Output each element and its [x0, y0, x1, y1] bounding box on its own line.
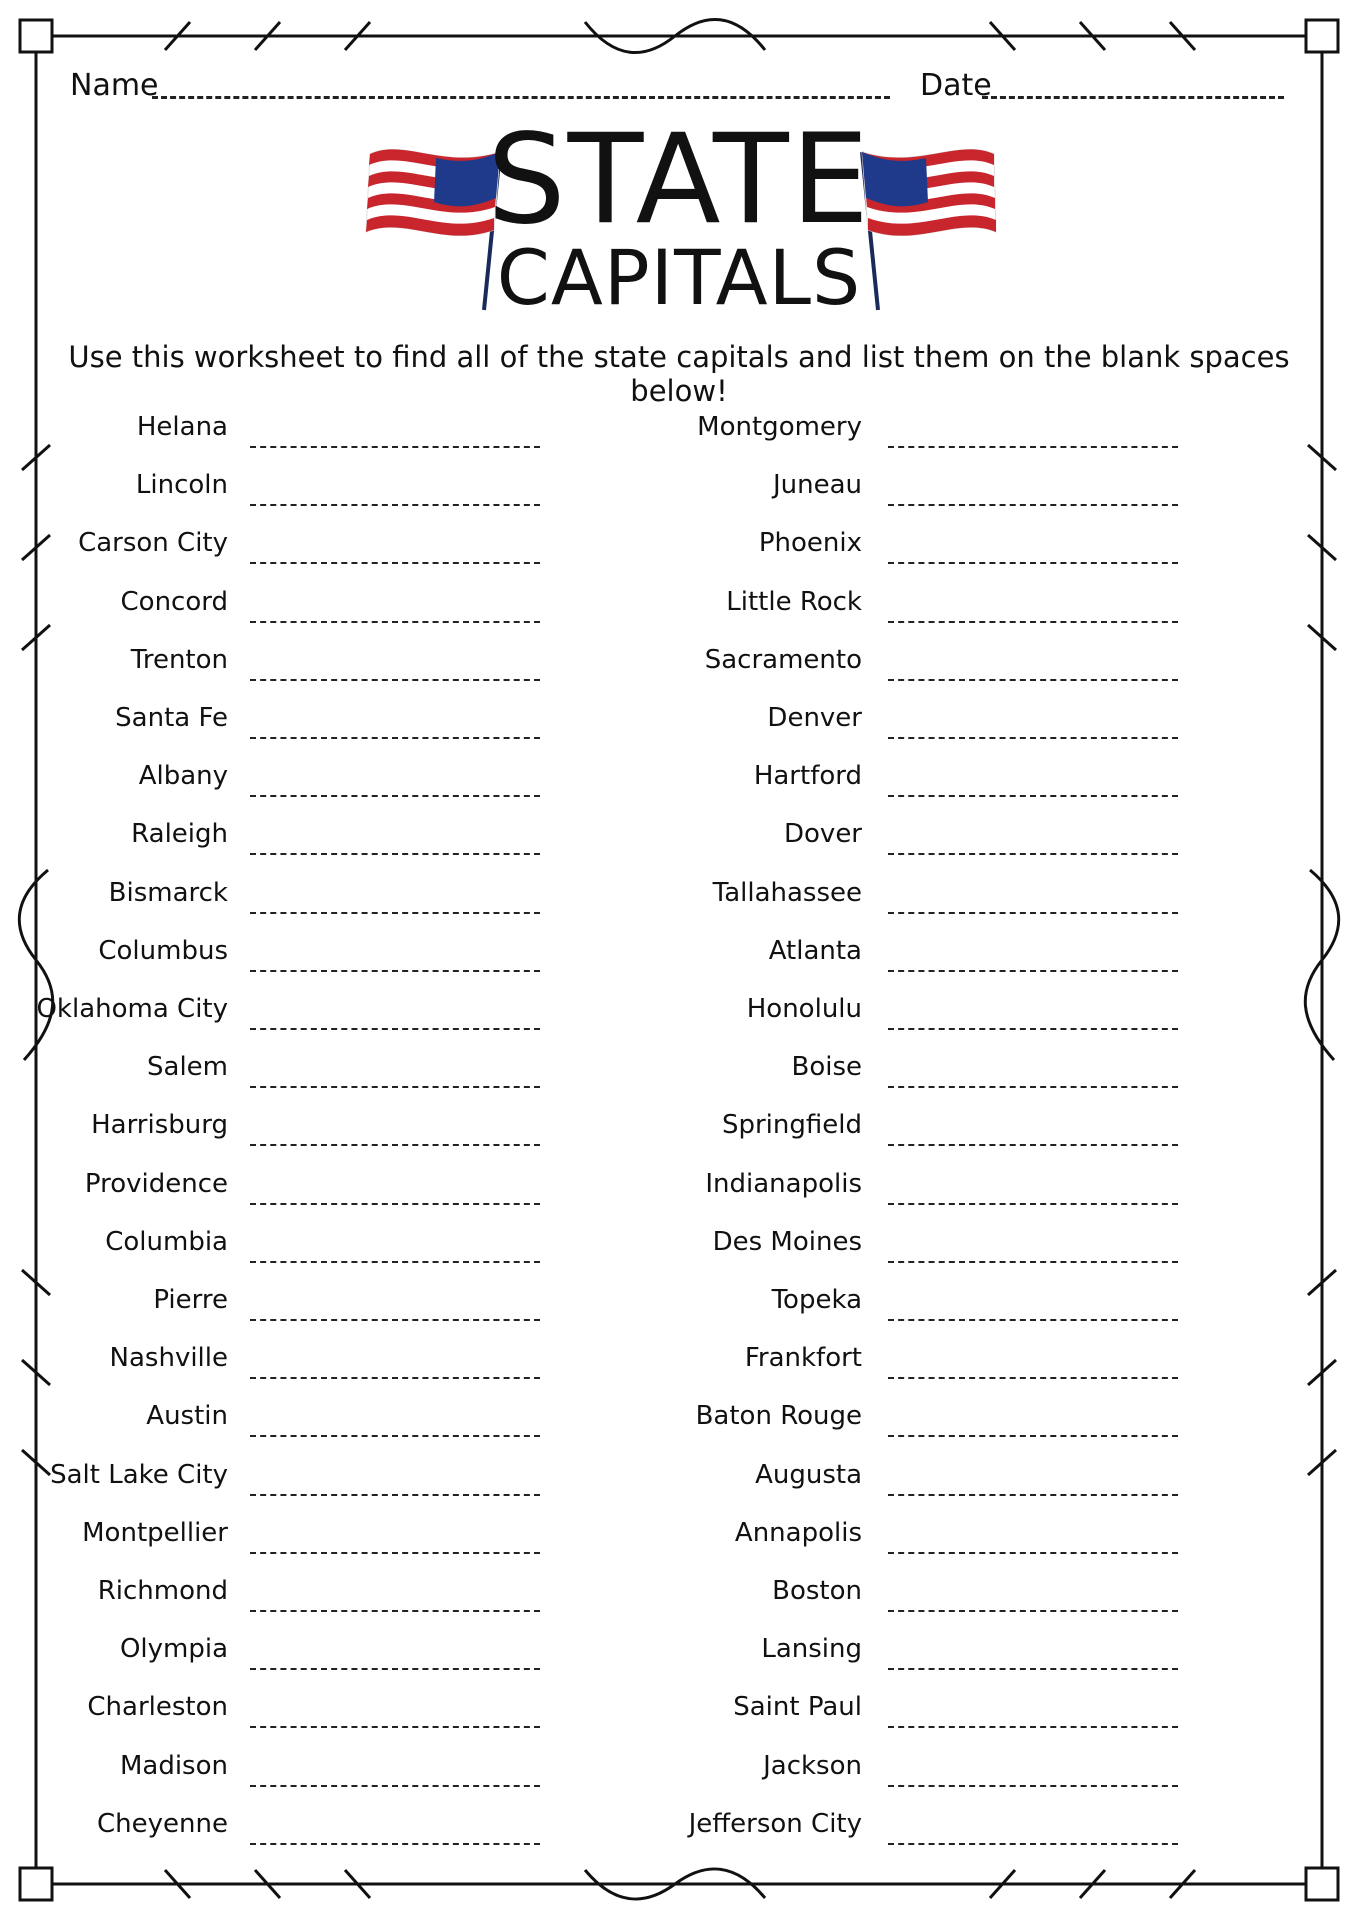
answer-blank[interactable]	[888, 1377, 1178, 1379]
title-state: STATE	[486, 108, 872, 252]
capital-item	[0, 1634, 862, 1674]
capital-item	[0, 761, 862, 801]
answer-blank[interactable]	[888, 1144, 1178, 1146]
capital-name: Charleston	[87, 1692, 228, 1722]
instructions: Use this worksheet to find all of the state capitals and list them on the blank spaces below!	[68, 340, 1290, 408]
answer-blank[interactable]	[888, 1785, 1178, 1787]
capital-name: Boston	[772, 1576, 862, 1606]
capital-name: Pierre	[153, 1285, 228, 1315]
answer-blank[interactable]	[888, 970, 1178, 972]
answer-blank[interactable]	[888, 1843, 1178, 1845]
answer-blank[interactable]	[888, 1494, 1178, 1496]
name-field[interactable]	[152, 96, 890, 99]
date-label: Date	[920, 68, 992, 103]
capital-name: Topeka	[771, 1285, 862, 1315]
capital-item	[0, 936, 862, 976]
capital-item	[0, 1110, 862, 1150]
capital-name: Annapolis	[734, 1518, 862, 1548]
capital-name: Dover	[784, 819, 862, 849]
capital-item	[0, 470, 862, 510]
capital-name: Indianapolis	[705, 1169, 862, 1199]
capital-name: Helana	[136, 412, 228, 442]
capital-name: Columbus	[98, 936, 228, 966]
capital-name: Salt Lake City	[50, 1460, 228, 1490]
capital-name: Santa Fe	[115, 703, 228, 733]
capital-item	[0, 1692, 862, 1732]
answer-blank[interactable]	[888, 1086, 1178, 1088]
capital-name: Atlanta	[768, 936, 862, 966]
answer-blank[interactable]	[888, 737, 1178, 739]
capital-name: Trenton	[130, 645, 228, 675]
answer-blank[interactable]	[888, 1028, 1178, 1030]
answer-blank[interactable]	[888, 1435, 1178, 1437]
capital-item	[0, 1052, 862, 1092]
capital-item	[0, 1343, 862, 1383]
answer-blank[interactable]	[888, 1552, 1178, 1554]
capital-item	[0, 1518, 862, 1558]
capital-name: Sacramento	[704, 645, 862, 675]
capital-name: Frankfort	[744, 1343, 862, 1373]
capital-item	[0, 1285, 862, 1325]
capital-item	[0, 645, 862, 685]
capital-name: Springfield	[721, 1110, 862, 1140]
capital-name: Harrisburg	[91, 1110, 228, 1140]
capital-item	[0, 703, 862, 743]
capital-name: Lansing	[761, 1634, 862, 1664]
capital-name: Nashville	[109, 1343, 228, 1373]
capital-name: Columbia	[105, 1227, 228, 1257]
capital-name: Baton Rouge	[695, 1401, 862, 1431]
capital-name: Salem	[147, 1052, 228, 1082]
capital-name: Montgomery	[697, 412, 862, 442]
capital-name: Boise	[791, 1052, 862, 1082]
capital-name: Saint Paul	[733, 1692, 862, 1722]
capital-name: Raleigh	[131, 819, 228, 849]
capital-name: Montpellier	[82, 1518, 228, 1548]
answer-blank[interactable]	[888, 1203, 1178, 1205]
answer-blank[interactable]	[888, 562, 1178, 564]
capital-item	[0, 412, 862, 452]
date-field[interactable]	[982, 96, 1284, 99]
capital-name: Lincoln	[135, 470, 228, 500]
title-capitals: CAPITALS	[496, 233, 862, 322]
capital-name: Augusta	[755, 1460, 862, 1490]
answer-blank[interactable]	[888, 1610, 1178, 1612]
capital-name: Denver	[767, 703, 862, 733]
capital-name: Olympia	[119, 1634, 228, 1664]
answer-blank[interactable]	[888, 1319, 1178, 1321]
capital-item	[0, 878, 862, 918]
answer-blank[interactable]	[888, 504, 1178, 506]
capital-item	[0, 528, 862, 568]
answer-blank[interactable]	[888, 621, 1178, 623]
capital-item	[0, 587, 862, 627]
capital-item	[0, 1169, 862, 1209]
capital-name: Hartford	[753, 761, 862, 791]
capital-name: Concord	[120, 587, 228, 617]
capital-name: Austin	[146, 1401, 228, 1431]
capital-item	[0, 1576, 862, 1616]
capital-item	[0, 1460, 862, 1500]
answer-blank[interactable]	[888, 446, 1178, 448]
answer-blank[interactable]	[888, 1261, 1178, 1263]
capital-name: Jefferson City	[688, 1809, 862, 1839]
capital-item	[0, 994, 862, 1034]
answer-blank[interactable]	[888, 853, 1178, 855]
capital-name: Tallahassee	[712, 878, 862, 908]
answer-blank[interactable]	[888, 1668, 1178, 1670]
answer-blank[interactable]	[888, 795, 1178, 797]
capital-name: Albany	[138, 761, 228, 791]
capital-name: Juneau	[772, 470, 862, 500]
capital-name: Oklahoma City	[36, 994, 228, 1024]
capital-name: Honolulu	[746, 994, 862, 1024]
capital-name: Des Moines	[712, 1227, 862, 1257]
capital-name: Bismarck	[108, 878, 228, 908]
capital-name: Jackson	[763, 1751, 862, 1781]
capital-name: Phoenix	[758, 528, 862, 558]
capital-item	[0, 1751, 862, 1791]
answer-blank[interactable]	[888, 912, 1178, 914]
answer-blank[interactable]	[888, 679, 1178, 681]
capital-item	[0, 819, 862, 859]
capital-item	[0, 1401, 862, 1441]
capital-name: Richmond	[97, 1576, 228, 1606]
capital-name: Madison	[119, 1751, 228, 1781]
capital-item	[0, 1227, 862, 1267]
answer-blank[interactable]	[888, 1726, 1178, 1728]
capital-name: Little Rock	[726, 587, 862, 617]
capital-name: Carson City	[78, 528, 228, 558]
capital-name: Cheyenne	[97, 1809, 228, 1839]
name-label: Name	[70, 68, 159, 103]
capital-item	[0, 1809, 862, 1849]
capital-name: Providence	[84, 1169, 228, 1199]
